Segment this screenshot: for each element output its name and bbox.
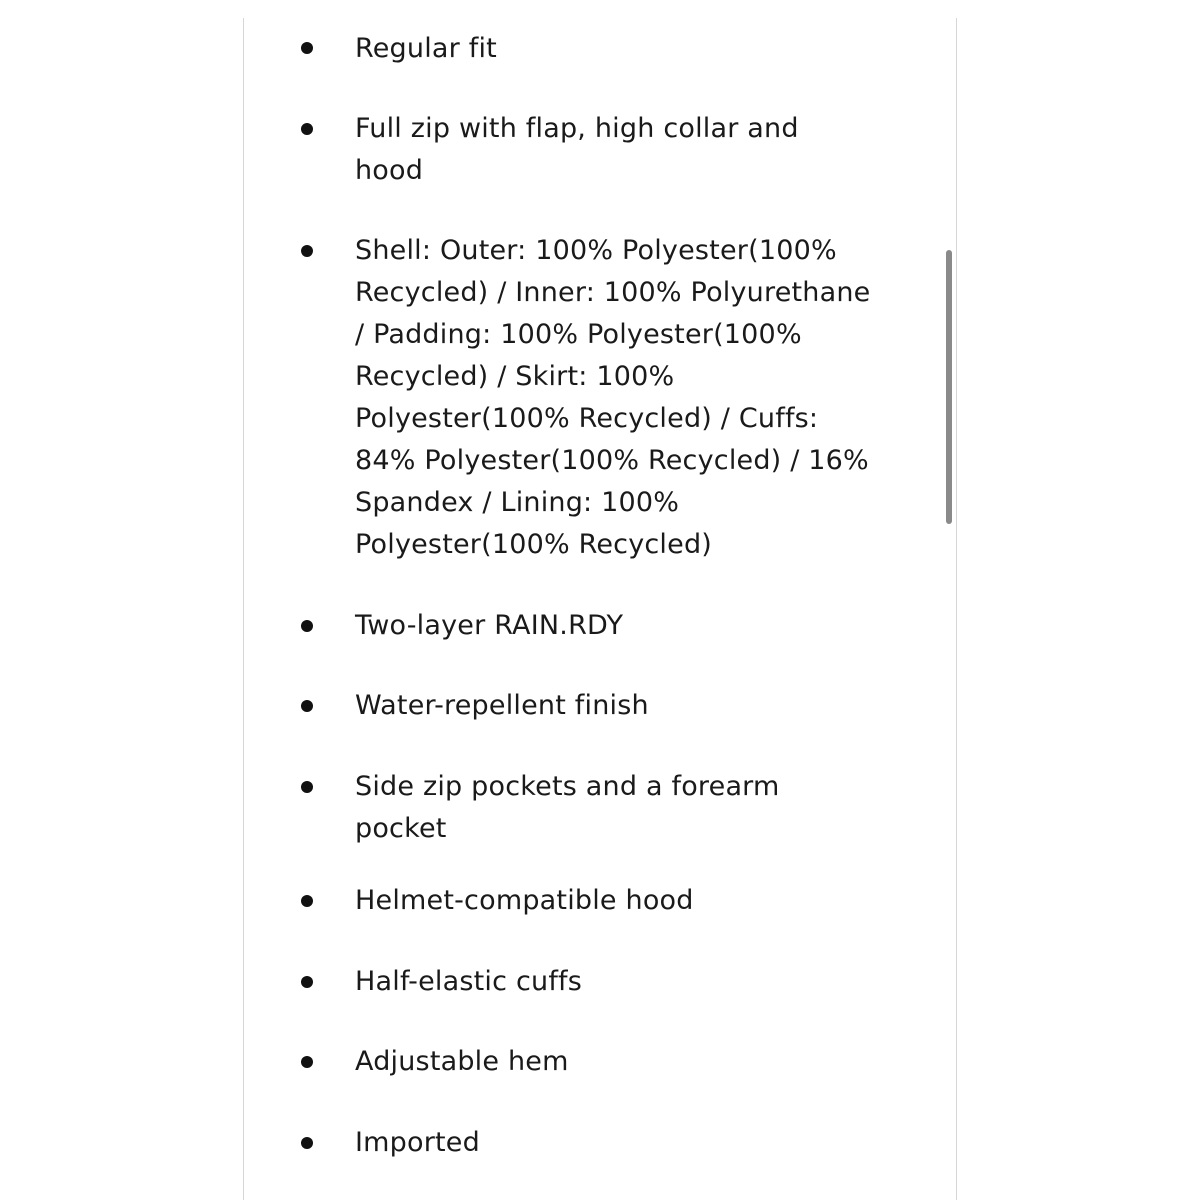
- bullet-icon: [301, 620, 313, 632]
- list-item-text: Imported: [355, 1127, 480, 1158]
- bullet-icon: [301, 976, 313, 988]
- list-item-text: Shell: Outer: 100% Polyester(100% Recycled) / Inner: 100% Polyurethane / Padding: 100% Polyester(100% Recycled) / Skirt: 100% Polyester(100% Recycled) / Cuffs: 84% Polyester(100% Recycled) / 16% Spandex / Lining: 100% Polyester(100% Recycled): [355, 235, 871, 560]
- bullet-icon: [301, 42, 313, 54]
- bullet-icon: [301, 700, 313, 712]
- list-item-text: Side zip pockets and a forearm pocket: [355, 771, 780, 844]
- bullet-icon: [301, 781, 313, 793]
- list-item-text: Half-elastic cuffs: [355, 966, 582, 997]
- bullet-icon: [301, 1056, 313, 1068]
- bullet-icon: [301, 245, 313, 257]
- list-item-text: Regular fit: [355, 33, 497, 64]
- bullet-icon: [301, 895, 313, 907]
- list-item-text: Water-repellent finish: [355, 690, 649, 721]
- list-item-text: Full zip with flap, high collar and hood: [355, 113, 799, 186]
- list-item-text: Adjustable hem: [355, 1046, 569, 1077]
- bullet-icon: [301, 1137, 313, 1149]
- bullet-icon: [301, 123, 313, 135]
- list-item-text: Helmet-compatible hood: [355, 885, 694, 916]
- list-item-text: Two-layer RAIN.RDY: [355, 610, 624, 641]
